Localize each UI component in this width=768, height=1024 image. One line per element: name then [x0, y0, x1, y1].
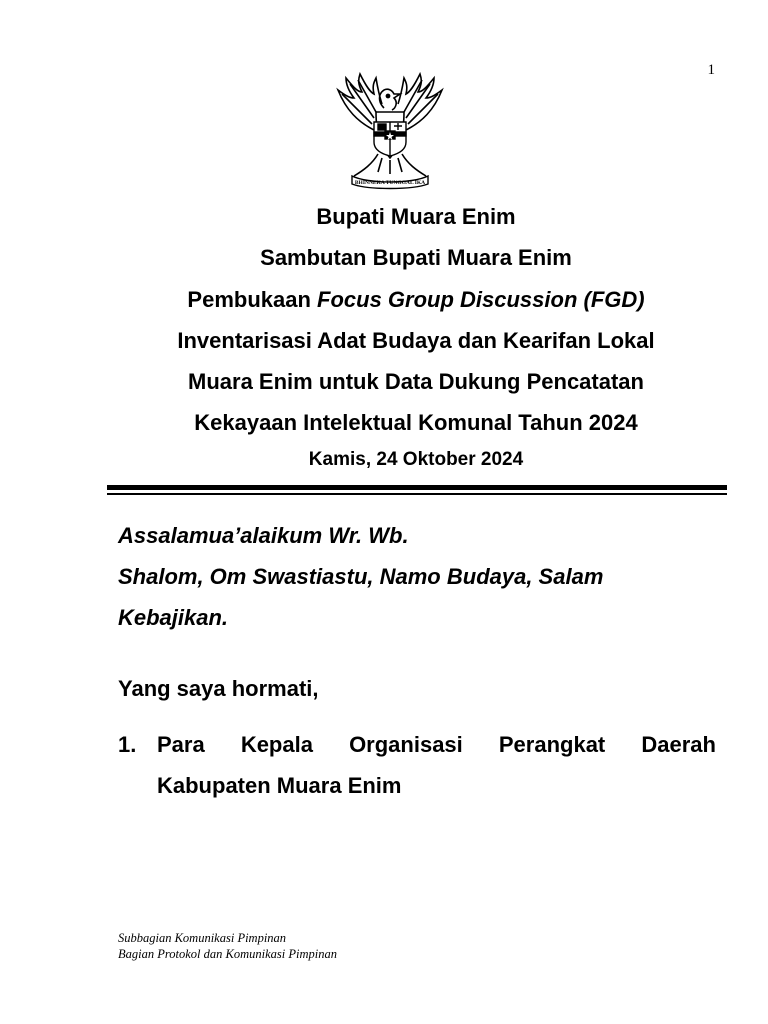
title-line-2: Sambutan Bupati Muara Enim	[260, 245, 572, 271]
title-line-1: Bupati Muara Enim	[316, 204, 516, 229]
footer-line-2: Bagian Protokol dan Komunikasi Pimpinan	[118, 947, 337, 961]
list-item-line-1	[157, 724, 716, 765]
list-item-word: Perangkat	[498, 732, 606, 757]
footer	[118, 930, 337, 962]
list-item-line-2: Kabupaten Muara Enim	[157, 773, 402, 798]
title-block	[60, 196, 768, 476]
list-item-number: 1.	[118, 732, 137, 757]
svg-text:BHINNEKA TUNGGAL IKA: BHINNEKA TUNGGAL IKA	[354, 180, 426, 186]
event-date: Kamis, 24 Oktober 2024	[308, 448, 524, 470]
header-divider	[107, 485, 727, 495]
greeting-line-1: Assalamua’alaikum Wr. Wb.	[118, 523, 409, 548]
list-item-word: Para	[157, 732, 205, 757]
greeting-line-2: Shalom, Om Swastiastu, Namo Budaya, Salam	[118, 564, 604, 589]
list-item-word: Organisasi	[349, 732, 463, 757]
title-line-6: Kekayaan Intelektual Komunal Tahun 2024	[194, 410, 638, 436]
page-number: 1	[707, 62, 715, 78]
list-item-word: Daerah	[641, 732, 716, 757]
list-item-word: Kepala	[240, 732, 313, 757]
title-line-3	[60, 279, 768, 320]
divider-thin-line	[107, 493, 727, 495]
footer-line-1: Subbagian Komunikasi Pimpinan	[118, 931, 287, 945]
greeting	[118, 515, 718, 638]
greeting-line-3: Kebajikan.	[118, 605, 229, 630]
respect-heading: Yang saya hormati,	[118, 676, 319, 701]
title-line-5: Muara Enim untuk Data Dukung Pencatatan	[188, 369, 644, 395]
title-line-3-italic: Focus Group Discussion (FGD)	[317, 286, 645, 312]
title-line-3-prefix: Pembukaan	[187, 286, 318, 312]
divider-thick-line	[107, 485, 727, 490]
title-line-4: Inventarisasi Adat Budaya dan Kearifan Lokal	[177, 327, 655, 353]
garuda-pancasila-emblem-icon	[328, 72, 452, 194]
